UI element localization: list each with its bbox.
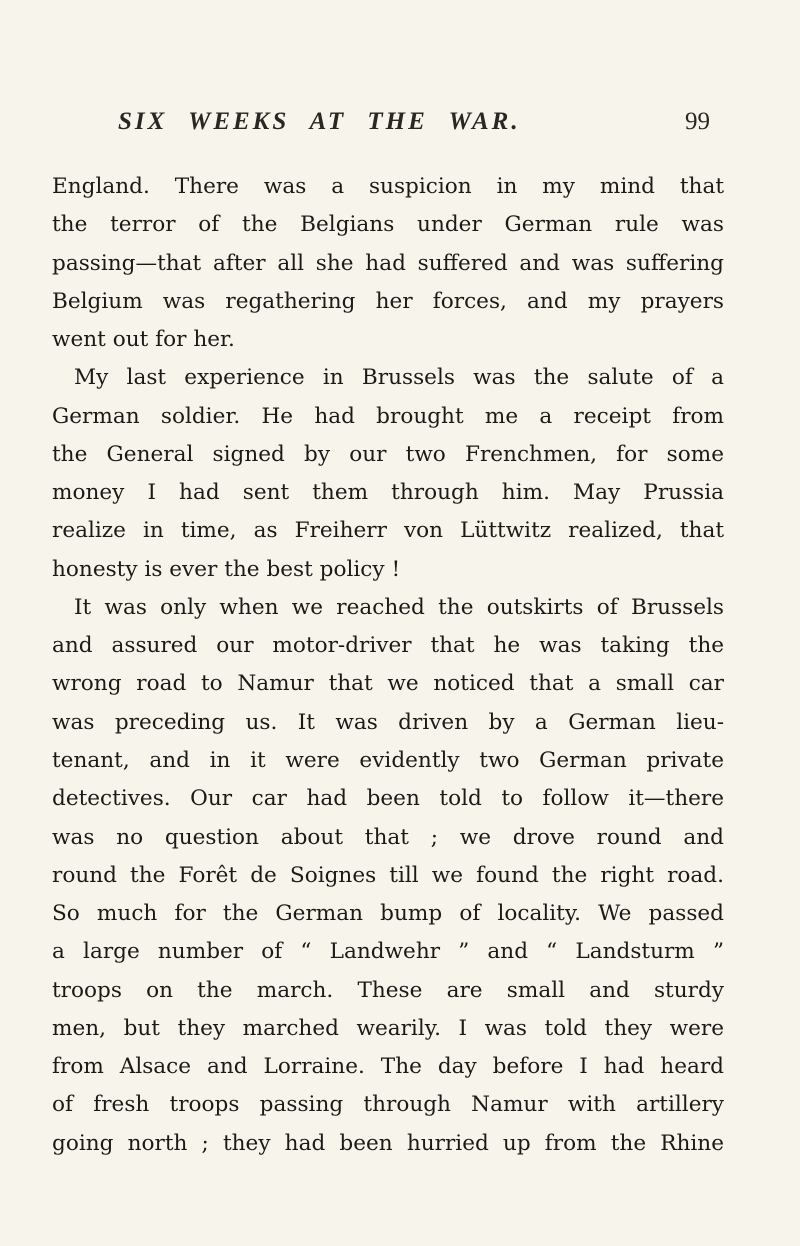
text-line: and assured our motor-driver that he was taking the <box>52 633 724 659</box>
text-line: the terror of the Belgians under German rule was <box>52 212 724 238</box>
text-line: the General signed by our two Frenchmen, for some <box>52 441 724 467</box>
page-header <box>118 108 710 144</box>
text-line: round the Forêt de Soignes till we found the right road. <box>52 862 724 888</box>
text-line: from Alsace and Lorraine. The day before I had heard <box>52 1054 724 1080</box>
text-line: went out for her. <box>52 327 235 353</box>
text-line: England. There was a suspicion in my mind that <box>52 174 724 199</box>
text-line: Belgium was regathering her forces, and my prayers <box>52 288 724 314</box>
text-line: a large number of “ Landwehr ” and “ Landsturm ” <box>52 939 724 965</box>
text-line: realize in time, as Freiherr von Lüttwitz realized, that <box>52 518 724 544</box>
text-line: So much for the German bump of locality. We passed <box>52 901 724 927</box>
text-line: tenant, and in it were evidently two German private <box>52 747 724 773</box>
text-line: money I had sent them through him. May Prussia <box>52 480 724 506</box>
text-line: troops on the march. These are small and sturdy <box>52 977 724 1003</box>
text-line: passing—that after all she had suffered and was suffering <box>52 250 724 276</box>
text-line: going north ; they had been hurried up from the Rhine <box>52 1130 724 1156</box>
body-text <box>52 168 724 1163</box>
text-line: German soldier. He had brought me a receipt from <box>52 403 724 429</box>
running-title: SIX WEEKS AT THE WAR. <box>118 108 521 135</box>
text-line: honesty is ever the best policy ! <box>52 556 401 582</box>
text-line: was preceding us. It was driven by a German lieu- <box>52 709 724 735</box>
text-line: wrong road to Namur that we noticed that a small car <box>52 671 724 697</box>
page-number: 99 <box>685 108 710 135</box>
text-line: detectives. Our car had been told to follow it—there <box>52 786 724 812</box>
text-line: It was only when we reached the outskirts of Brussels <box>74 594 724 620</box>
text-line: men, but they marched wearily. I was told they were <box>52 1015 724 1041</box>
text-line: My last experience in Brussels was the salute of a <box>74 365 724 391</box>
text-line: was no question about that ; we drove round and <box>52 824 724 850</box>
text-line: of fresh troops passing through Namur with artillery <box>52 1092 724 1118</box>
